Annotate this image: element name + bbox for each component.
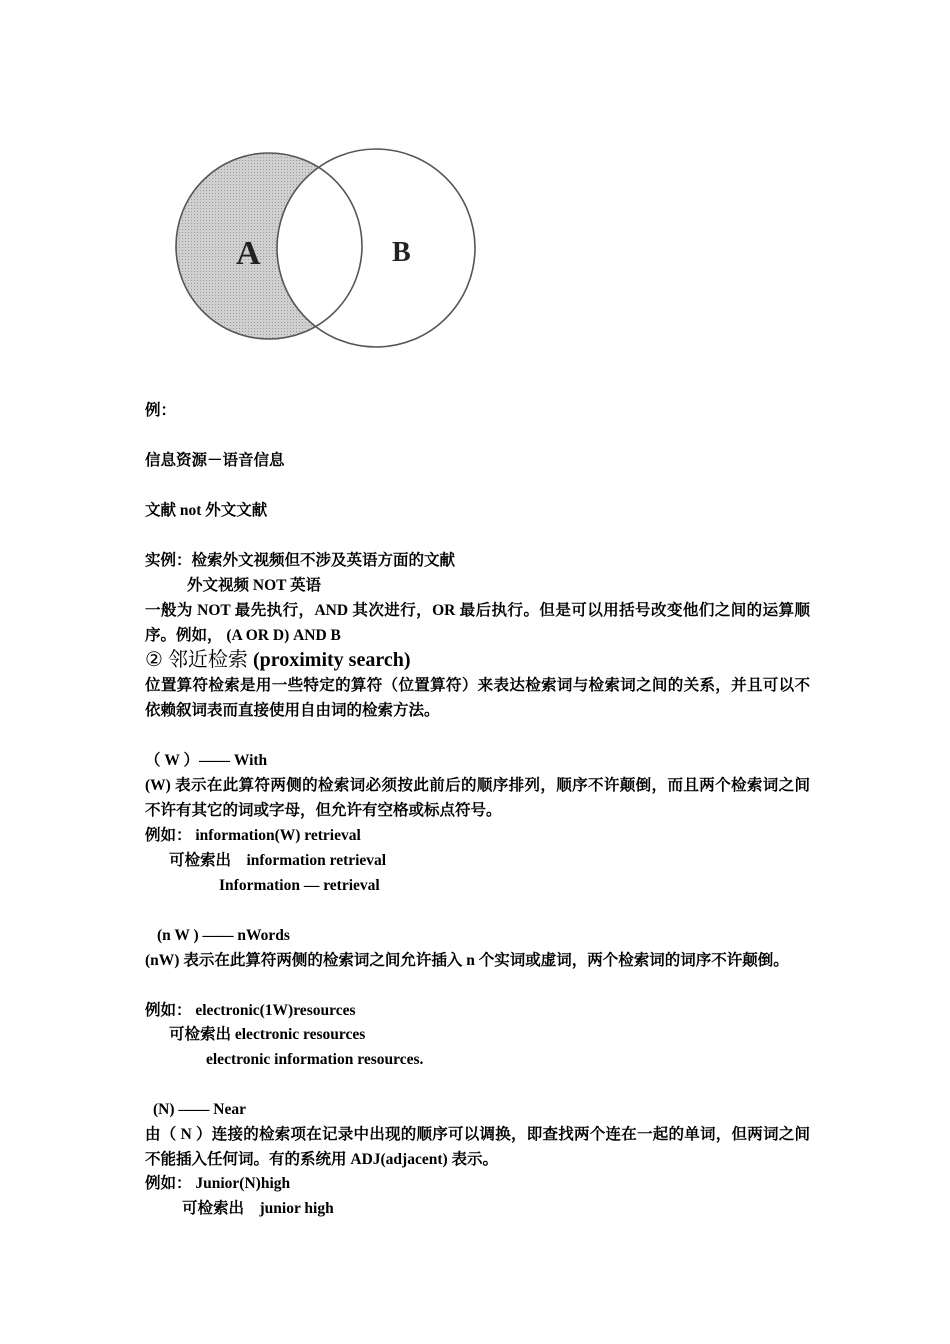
label-a: A <box>236 235 261 272</box>
w-operator-description: (W) 表示在此算符两侧的检索词必须按此前后的顺序排列，顺序不许颠倒，而且两个检索词之间不许有其它的词或字母，但允许有空格或标点符号。 <box>145 777 810 819</box>
example-label: 例： <box>145 402 177 419</box>
n-result-1: 可检索出 junior high <box>182 1200 334 1217</box>
w-example: 例如： information(W) retrieval <box>145 827 361 844</box>
example-1: 信息资源－语音信息 <box>145 452 285 469</box>
nw-operator-description: (nW) 表示在此算符两侧的检索词之间允许插入 n 个实词或虚词，两个检索词的词序不许颠倒。 <box>145 952 789 969</box>
w-operator-title: （ W ）—— With <box>145 752 268 769</box>
n-operator-title: (N) —— Near <box>153 1101 246 1118</box>
section-title-en: (proximity search) <box>252 649 411 671</box>
operator-order-note: 一般为 NOT 最先执行，AND 其次进行，OR 最后执行。但是可以用括号改变他们之间的运算顺序。例如， (A OR D) AND B <box>145 602 810 644</box>
n-example: 例如： Junior(N)high <box>145 1175 291 1192</box>
nw-example: 例如： electronic(1W)resources <box>145 1002 356 1019</box>
section-number: ② <box>145 649 163 671</box>
nw-result-1: 可检索出 electronic resources <box>169 1026 366 1043</box>
n-operator-description: 由（ N ）连接的检索项在记录中出现的顺序可以调换，即查找两个连在一起的单词，但两词之间不能插入任何词。有的系统用 ADJ(adjacent) 表示。 <box>145 1126 810 1168</box>
w-result-2: Information — retrieval <box>219 877 380 894</box>
circle-a-shaded <box>176 153 362 339</box>
case-query: 外文视频 NOT 英语 <box>187 577 322 594</box>
w-result-1: 可检索出 information retrieval <box>169 852 387 869</box>
section-heading <box>145 646 411 674</box>
nw-result-2: electronic information resources. <box>206 1051 424 1068</box>
example-2: 文献 not 外文文献 <box>145 502 268 519</box>
section-description: 位置算符检索是用一些特定的算符（位置算符）来表达检索词与检索词之间的关系，并且可以不依赖叙词表而直接使用自由词的检索方法。 <box>145 677 810 719</box>
nw-operator-title: (n W ) —— nWords <box>157 927 290 944</box>
venn-diagram-a-not-b <box>170 142 482 354</box>
case-description: 实例：检索外文视频但不涉及英语方面的文献 <box>145 552 456 569</box>
section-title-cn: 邻近检索 <box>167 649 248 671</box>
label-b: B <box>392 237 411 268</box>
